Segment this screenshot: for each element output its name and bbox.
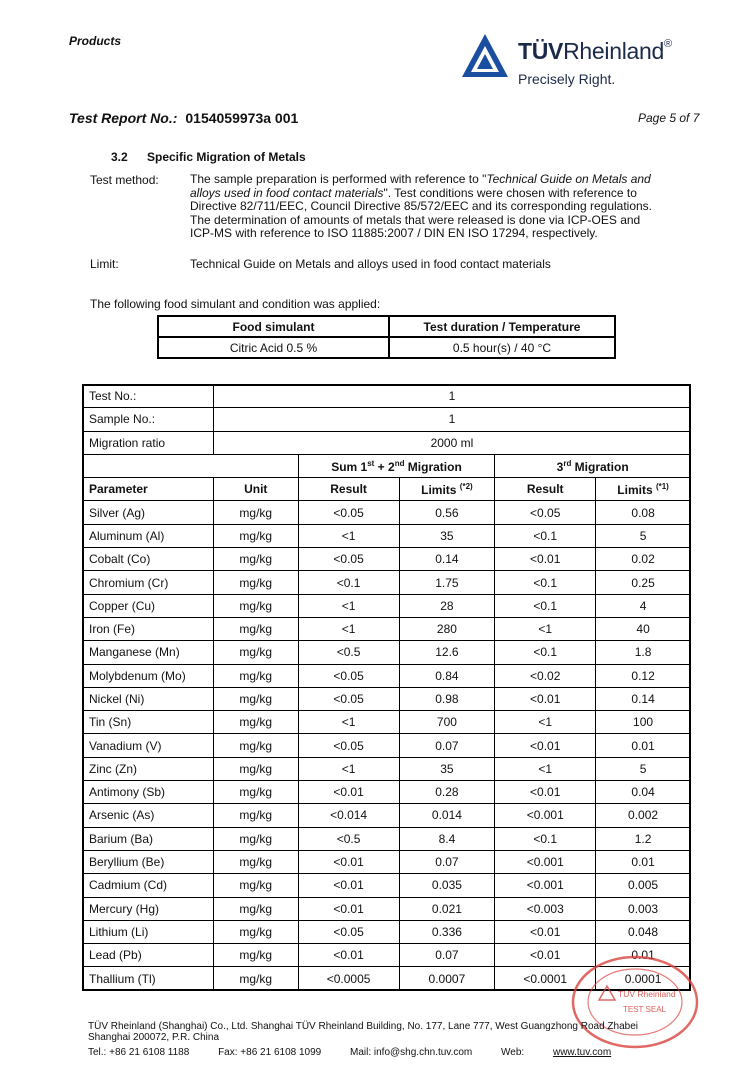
cell-limit-third: 5 [596,524,691,547]
cell-parameter: Beryllium (Be) [83,850,214,873]
table-row-migration-ratio [83,431,691,454]
cell-limit-sum: 0.07 [399,734,495,757]
footer-web-label: Web: [501,1047,525,1058]
cell-result-third: <0.01 [495,920,596,943]
cell-unit: mg/kg [213,687,298,710]
cell-limit-sum: 28 [399,594,495,617]
cell-parameter: Thallium (Tl) [83,967,214,990]
table-row-chromium-cr [83,571,691,594]
table-row-group-header [83,454,691,477]
cell-limit-third: 0.003 [596,897,691,920]
table-row-nickel-ni [83,687,691,710]
test-no-label: Test No.: [83,385,214,408]
cell-limit-sum: 0.014 [399,804,495,827]
cell-unit: mg/kg [213,664,298,687]
cell-limit-third: 0.01 [596,850,691,873]
col-header-result-1: Result [298,478,399,501]
cell-limit-sum: 12.6 [399,641,495,664]
cell-parameter: Iron (Fe) [83,617,214,640]
cell-limit-third: 4 [596,594,691,617]
cell-unit: mg/kg [213,944,298,967]
cell-parameter: Barium (Ba) [83,827,214,850]
table-row-cobalt-co [83,548,691,571]
cell-limit-sum: 0.07 [399,850,495,873]
cell-limit-sum: 280 [399,617,495,640]
cell-unit: mg/kg [213,804,298,827]
svg-text:TEST SEAL: TEST SEAL [623,1005,666,1014]
cell-result-third: <0.1 [495,524,596,547]
table-row-molybdenum-mo [83,664,691,687]
cell-limit-third: 0.005 [596,874,691,897]
cell-unit: mg/kg [213,897,298,920]
cell-result-sum: <0.01 [298,944,399,967]
svg-text:TÜV Rheinland: TÜV Rheinland [618,989,676,999]
table-row-aluminum-al [83,524,691,547]
logo-registered-mark: ® [664,38,672,50]
cell-limit-sum: 0.035 [399,874,495,897]
footer-mail: Mail: info@shg.chn.tuv.com [350,1047,473,1058]
cell-parameter: Tin (Sn) [83,711,214,734]
cell-limit-sum: 0.84 [399,664,495,687]
cell-result-sum: <0.01 [298,850,399,873]
cell-parameter: Arsenic (As) [83,804,214,827]
cell-limit-third: 0.25 [596,571,691,594]
cell-result-sum: <1 [298,757,399,780]
cell-result-sum: <0.5 [298,827,399,850]
cell-limit-sum: 1.75 [399,571,495,594]
table-row-copper-cu [83,594,691,617]
cell-unit: mg/kg [213,548,298,571]
logo-tagline: Precisely Right. [518,71,616,87]
cell-result-sum: <1 [298,617,399,640]
cell-result-third: <1 [495,711,596,734]
simulant-value-duration: 0.5 hour(s) / 40 °C [389,337,615,358]
table-row-lithium-li [83,920,691,943]
cell-result-sum: <0.1 [298,571,399,594]
cell-unit: mg/kg [213,641,298,664]
cell-result-third: <0.01 [495,687,596,710]
cell-limit-sum: 0.0007 [399,967,495,990]
cell-result-sum: <0.05 [298,501,399,524]
cell-parameter: Cobalt (Co) [83,548,214,571]
simulant-header-food: Food simulant [158,316,389,337]
cell-result-third: <1 [495,757,596,780]
cell-unit: mg/kg [213,850,298,873]
cell-result-sum: <0.05 [298,687,399,710]
cell-result-sum: <0.05 [298,920,399,943]
cell-unit: mg/kg [213,734,298,757]
cell-limit-third: 0.14 [596,687,691,710]
table-row-iron-fe [83,617,691,640]
cell-limit-sum: 0.98 [399,687,495,710]
report-number-label: Test Report No.: [69,110,178,126]
cell-result-third: <0.01 [495,548,596,571]
footer-fax: Fax: +86 21 6108 1099 [218,1047,322,1058]
cell-parameter: Lithium (Li) [83,920,214,943]
cell-limit-sum: 0.07 [399,944,495,967]
section-label-products: Products [69,34,122,48]
cell-parameter: Manganese (Mn) [83,641,214,664]
col-header-limits-1: Limits $^{(*1)}$ [596,478,691,501]
cell-result-sum: <0.5 [298,641,399,664]
footer-address-line-2: Shanghai 200072, P.R. China [88,1032,220,1043]
table-row-beryllium-be [83,850,691,873]
test-method-line-1: The sample preparation is performed with reference to "Technical Guide on Metals and [190,172,651,186]
cell-limit-sum: 8.4 [399,827,495,850]
cell-unit: mg/kg [213,920,298,943]
footer-tel: Tel.: +86 21 6108 1188 [88,1047,190,1058]
cell-limit-third: 0.002 [596,804,691,827]
report-number-line [69,110,298,126]
food-simulant-table [157,315,616,359]
cell-unit: mg/kg [213,827,298,850]
migration-results-table [82,384,691,991]
cell-parameter: Silver (Ag) [83,501,214,524]
table-row-arsenic-as [83,804,691,827]
cell-result-sum: <0.014 [298,804,399,827]
col-header-parameter: Parameter [83,478,214,501]
group-header-sum-migration: Sum 1st + 2nd Migration [298,454,495,477]
simulant-header-duration: Test duration / Temperature [389,316,615,337]
cell-limit-third: 0.12 [596,664,691,687]
migration-ratio-label: Migration ratio [83,431,214,454]
cell-limit-sum: 0.28 [399,781,495,804]
cell-limit-third: 0.01 [596,944,691,967]
cell-result-third: <0.1 [495,594,596,617]
logo-brand-bold: TÜV [518,38,564,64]
table-row-test-no [83,385,691,408]
cell-result-third: <0.02 [495,664,596,687]
cell-limit-third: 1.2 [596,827,691,850]
footer-web-link[interactable]: www.tuv.com [552,1047,612,1058]
table-row-mercury-hg [83,897,691,920]
cell-limit-sum: 0.021 [399,897,495,920]
cell-limit-third: 0.02 [596,548,691,571]
test-method-line-5: ICP-MS with reference to ISO 11885:2007 / DIN EN ISO 17294, respectively. [190,226,598,241]
cell-parameter: Copper (Cu) [83,594,214,617]
group-header-blank [83,454,299,477]
cell-result-third: <0.01 [495,734,596,757]
footer-address [88,1021,688,1043]
table-row-manganese-mn [83,641,691,664]
cell-result-third: <0.1 [495,827,596,850]
cell-limit-sum: 0.56 [399,501,495,524]
sample-no-value: 1 [213,408,690,431]
sample-no-label: Sample No.: [83,408,214,431]
cell-limit-sum: 0.14 [399,548,495,571]
cell-result-third: <0.001 [495,804,596,827]
test-method-text [190,173,690,241]
cell-limit-third: 100 [596,711,691,734]
cell-parameter: Cadmium (Cd) [83,874,214,897]
limit-text: Technical Guide on Metals and alloys used in food contact materials [190,257,551,271]
test-no-value: 1 [213,385,690,408]
report-number-value: 0154059973a 001 [185,110,299,126]
cell-result-third: <0.01 [495,781,596,804]
cell-result-third: <1 [495,617,596,640]
cell-parameter: Molybdenum (Mo) [83,664,214,687]
cell-unit: mg/kg [213,781,298,804]
footer-contacts [88,1047,637,1058]
cell-result-sum: <0.05 [298,548,399,571]
cell-parameter: Antimony (Sb) [83,781,214,804]
cell-result-sum: <1 [298,711,399,734]
section-heading [111,150,306,164]
cell-result-sum: <0.0005 [298,967,399,990]
footer-web [501,1047,611,1058]
table-row-silver-ag [83,501,691,524]
cell-result-third: <0.1 [495,641,596,664]
table-row-column-headers [83,478,691,501]
cell-parameter: Aluminum (Al) [83,524,214,547]
cell-limit-third: 1.8 [596,641,691,664]
table-row-antimony-sb [83,781,691,804]
cell-limit-third: 5 [596,757,691,780]
section-title: Specific Migration of Metals [147,150,306,164]
limit-label: Limit: [90,257,119,271]
table-row-vanadium-v [83,734,691,757]
table-row-zinc-zn [83,757,691,780]
simulant-value-food: Citric Acid 0.5 % [158,337,389,358]
cell-result-sum: <0.05 [298,664,399,687]
cell-result-third: <0.01 [495,944,596,967]
cell-limit-third: 0.048 [596,920,691,943]
migration-ratio-value: 2000 ml [213,431,690,454]
cell-limit-sum: 0.336 [399,920,495,943]
footer-address-line-1: TÜV Rheinland (Shanghai) Co., Ltd. Shanghai TÜV Rheinland Building, No. 177, Lane 777, West Guangzhong Road Zhabei [88,1021,638,1032]
cell-result-sum: <1 [298,594,399,617]
table-row-barium-ba [83,827,691,850]
cell-unit: mg/kg [213,967,298,990]
cell-parameter: Mercury (Hg) [83,897,214,920]
cell-limit-third: 0.08 [596,501,691,524]
cell-unit: mg/kg [213,594,298,617]
cell-result-third: <0.0001 [495,967,596,990]
cell-unit: mg/kg [213,757,298,780]
cell-unit: mg/kg [213,571,298,594]
cell-result-third: <0.001 [495,874,596,897]
logo-brand-light: Rheinland [563,38,664,64]
cell-unit: mg/kg [213,617,298,640]
col-header-result-3: Result [495,478,596,501]
cell-unit: mg/kg [213,524,298,547]
cell-result-sum: <0.01 [298,897,399,920]
cell-unit: mg/kg [213,874,298,897]
section-number: 3.2 [111,150,128,164]
test-method-line-4: The determination of amounts of metals that were released is done via ICP-OES and [190,212,641,227]
triangle-logo-icon [460,32,510,80]
cell-limit-third: 0.01 [596,734,691,757]
group-header-third-migration: 3rd Migration [495,454,691,477]
page-number: Page 5 of 7 [638,111,700,125]
cell-parameter: Vanadium (V) [83,734,214,757]
cell-parameter: Chromium (Cr) [83,571,214,594]
cell-limit-third: 0.0001 [596,967,691,990]
tuv-rheinland-logo [460,26,710,96]
table-row-sample-no [83,408,691,431]
cell-parameter: Lead (Pb) [83,944,214,967]
test-method-label: Test method: [90,173,159,187]
cell-parameter: Zinc (Zn) [83,757,214,780]
cell-limit-sum: 35 [399,757,495,780]
cell-result-sum: <0.05 [298,734,399,757]
cell-limit-sum: 35 [399,524,495,547]
test-method-line-3: Directive 82/711/EEC, Council Directive 85/572/EEC and its corresponding regulations. [190,199,653,214]
cell-result-sum: <0.01 [298,781,399,804]
cell-result-third: <0.1 [495,571,596,594]
cell-unit: mg/kg [213,711,298,734]
cell-result-third: <0.001 [495,850,596,873]
simulant-intro: The following food simulant and condition was applied: [90,297,381,311]
cell-result-sum: <1 [298,524,399,547]
table-row-tin-sn [83,711,691,734]
cell-result-third: <0.05 [495,501,596,524]
col-header-limits-2: Limits $^{(*2)}$ [399,478,495,501]
cell-parameter: Nickel (Ni) [83,687,214,710]
table-row-cadmium-cd [83,874,691,897]
cell-limit-third: 40 [596,617,691,640]
test-method-line-2: alloys used in food contact materials". Test conditions were chosen with reference to [190,185,637,200]
cell-result-third: <0.003 [495,897,596,920]
cell-result-sum: <0.01 [298,874,399,897]
cell-limit-third: 0.04 [596,781,691,804]
cell-limit-sum: 700 [399,711,495,734]
col-header-unit: Unit [213,478,298,501]
cell-unit: mg/kg [213,501,298,524]
